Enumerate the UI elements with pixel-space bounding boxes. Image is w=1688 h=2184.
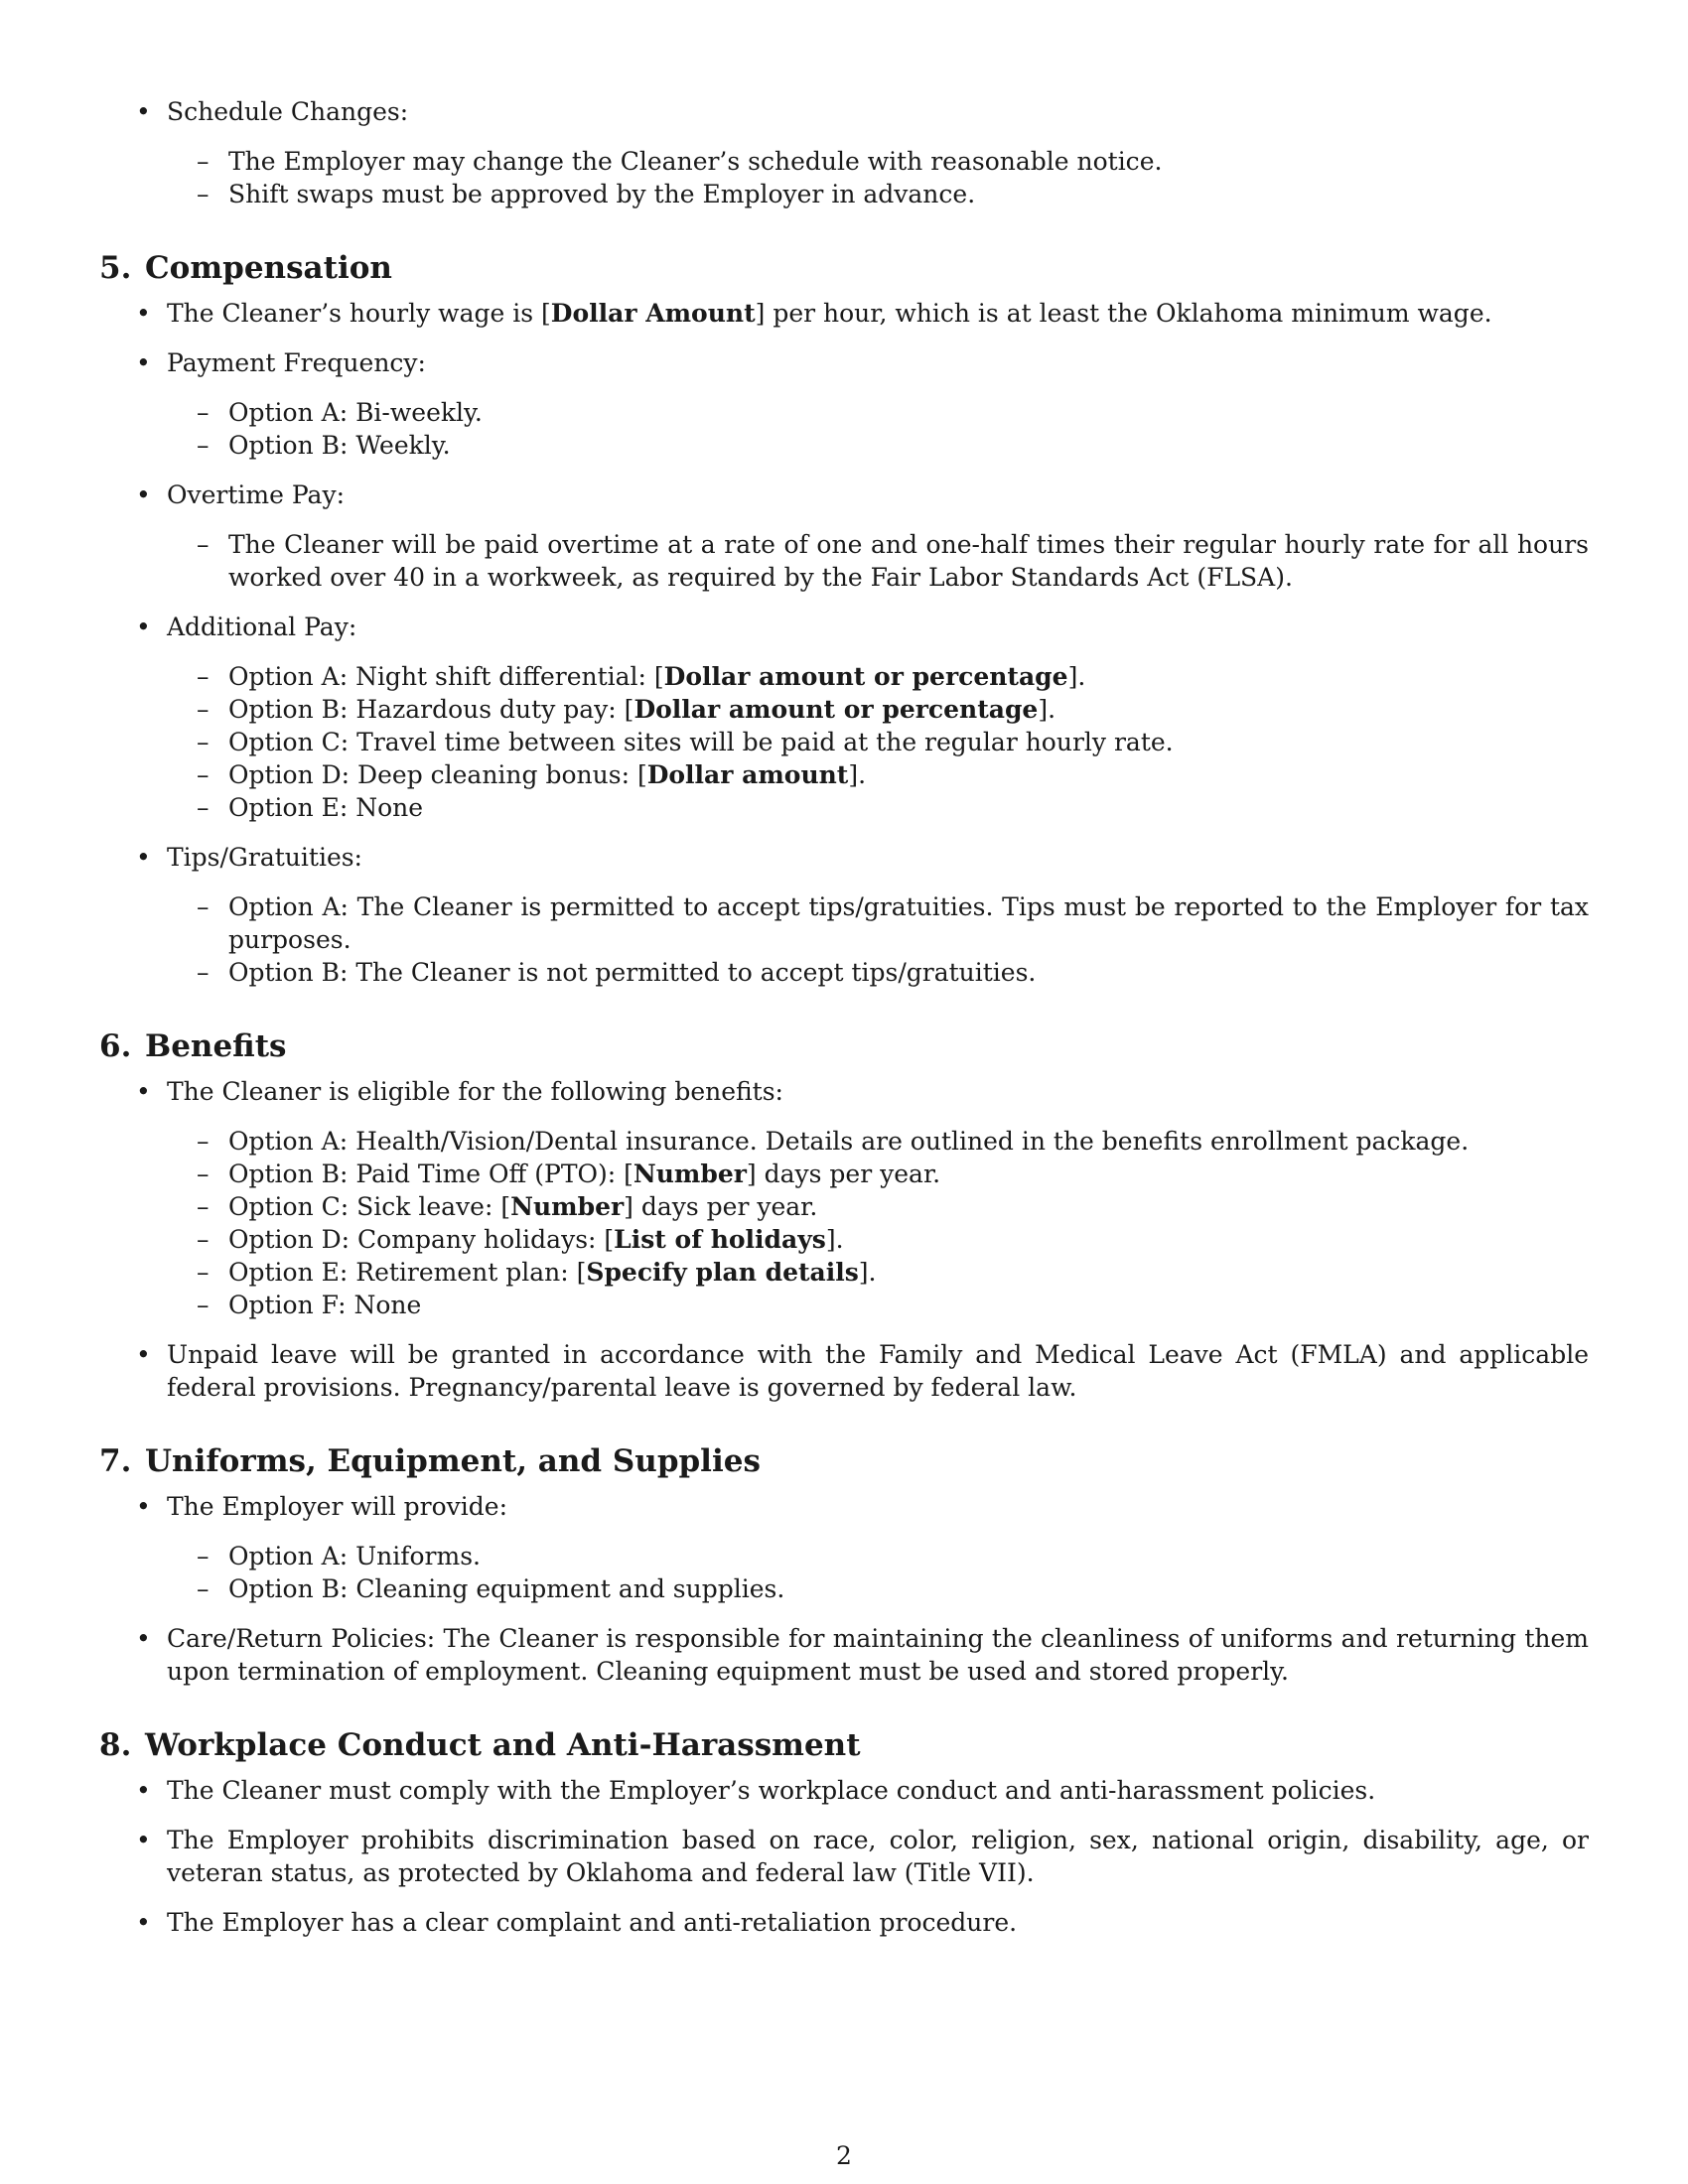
tips-option-a: – Option A: The Cleaner is permitted to accept tips/gratuities. Tips must be reported to the Employer for tax purposes.	[99, 890, 1589, 956]
benefit-b-text-end: ] days per year.	[746, 1160, 941, 1188]
provide-option-a: – Option A: Uniforms.	[99, 1540, 1589, 1572]
page-content	[99, 95, 1589, 1939]
option-a-placeholder: Dollar amount or percentage	[663, 662, 1068, 691]
provide-option-b: – Option B: Cleaning equipment and supplies.	[99, 1572, 1589, 1605]
benefit-b-text: Option B: Paid Time Off (PTO): [	[228, 1160, 633, 1188]
option-a-text: Option A: Night shift differential: [	[228, 662, 664, 691]
hourly-wage-text: The Cleaner’s hourly wage is [	[167, 299, 551, 328]
hourly-wage-item	[99, 297, 1589, 330]
overtime-sublist	[99, 528, 1589, 594]
section-8-number: 8.	[99, 1727, 132, 1763]
tips-label: • Tips/Gratuities:	[99, 841, 1589, 874]
additional-pay-option-d	[99, 758, 1589, 791]
section-5-title: Compensation	[145, 250, 392, 286]
benefit-option-a: – Option A: Health/Vision/Dental insurance. Details are outlined in the benefits enrollment package.	[99, 1125, 1589, 1158]
benefit-e-text: Option E: Retirement plan: [	[228, 1258, 587, 1287]
schedule-changes-label: • Schedule Changes:	[167, 97, 409, 126]
overtime-pay-label: • Overtime Pay:	[99, 478, 1589, 511]
benefit-option-d	[99, 1223, 1589, 1256]
benefit-d-placeholder: List of holidays	[614, 1225, 826, 1254]
benefit-c-text-end: ] days per year.	[624, 1192, 818, 1221]
additional-pay-label: • Additional Pay:	[99, 611, 1589, 643]
additional-pay-option-c: – Option C: Travel time between sites will be paid at the regular hourly rate.	[99, 726, 1589, 758]
page-number: 2	[836, 2141, 852, 2170]
hourly-wage-text-end: ] per hour, which is at least the Oklahoma minimum wage.	[755, 299, 1492, 328]
conduct-compliance-item: • The Cleaner must comply with the Employer’s workplace conduct and anti-harassment policies.	[99, 1774, 1589, 1807]
benefit-d-text: Option D: Company holidays: [	[228, 1225, 615, 1254]
benefit-option-f: – Option F: None	[99, 1289, 1589, 1321]
section-8-title: Workplace Conduct and Anti-Harassment	[145, 1727, 861, 1763]
option-a-text-end: ].	[1067, 662, 1086, 691]
schedule-shift-swaps: – Shift swaps must be approved by the Employer in advance.	[99, 178, 1589, 210]
section-5-number: 5.	[99, 250, 132, 286]
section-6-heading	[99, 1026, 1589, 1066]
benefit-option-b	[99, 1158, 1589, 1190]
section-6-number: 6.	[99, 1028, 132, 1064]
hourly-wage-placeholder: Dollar Amount	[550, 299, 756, 328]
payment-option-a: – Option A: Bi-weekly.	[99, 396, 1589, 429]
additional-pay-option-a	[99, 660, 1589, 693]
overtime-text: – The Cleaner will be paid overtime at a rate of one and one-half times their regular hourly rate for all hours worked over 40 in a workweek, as required by the Fair Labor Standards Act (FLSA).	[99, 528, 1589, 594]
section-7-title: Uniforms, Equipment, and Supplies	[145, 1443, 761, 1479]
tips-sublist	[99, 890, 1589, 989]
benefit-option-e	[99, 1256, 1589, 1289]
benefit-c-text: Option C: Sick leave: [	[228, 1192, 511, 1221]
benefit-d-text-end: ].	[825, 1225, 844, 1254]
option-d-text-end: ].	[848, 760, 867, 789]
section-8-heading	[99, 1725, 1589, 1765]
benefit-b-placeholder: Number	[633, 1160, 747, 1188]
additional-pay-option-e: – Option E: None	[99, 791, 1589, 824]
section-7-number: 7.	[99, 1443, 132, 1479]
tips-option-b: – Option B: The Cleaner is not permitted to accept tips/gratuities.	[99, 956, 1589, 989]
schedule-changes-item	[99, 95, 1589, 128]
complaint-procedure-item: • The Employer has a clear complaint and anti-retaliation procedure.	[99, 1906, 1589, 1939]
payment-option-b: – Option B: Weekly.	[99, 429, 1589, 462]
additional-pay-sublist	[99, 660, 1589, 824]
section-7-heading	[99, 1441, 1589, 1481]
schedule-changes-sublist	[99, 145, 1589, 210]
anti-discrimination-item: • The Employer prohibits discrimination based on race, color, religion, sex, national origin, disability, age, or veteran status, as protected by Oklahoma and federal law (Title VII).	[99, 1824, 1589, 1889]
option-b-placeholder: Dollar amount or percentage	[633, 695, 1039, 724]
benefit-e-text-end: ].	[858, 1258, 877, 1287]
payment-frequency-label: • Payment Frequency:	[99, 346, 1589, 379]
unpaid-leave-item: • Unpaid leave will be granted in accordance with the Family and Medical Leave Act (FMLA) and applicable federal provisions. Pregnancy/parental leave is governed by federal law.	[99, 1338, 1589, 1404]
payment-frequency-sublist	[99, 396, 1589, 462]
schedule-change-notice: – The Employer may change the Cleaner’s schedule with reasonable notice.	[99, 145, 1589, 178]
care-return-policies: • Care/Return Policies: The Cleaner is responsible for maintaining the cleanliness of uniforms and returning them upon termination of employment. Cleaning equipment must be used and stored properly.	[99, 1622, 1589, 1688]
section-6-title: Benefits	[145, 1028, 287, 1064]
benefit-option-c	[99, 1190, 1589, 1223]
section-5-heading	[99, 248, 1589, 288]
employer-provide-label: • The Employer will provide:	[99, 1490, 1589, 1523]
benefits-eligible-label: • The Cleaner is eligible for the following benefits:	[99, 1075, 1589, 1108]
option-d-placeholder: Dollar amount	[646, 760, 849, 789]
option-b-text: Option B: Hazardous duty pay: [	[228, 695, 634, 724]
provide-sublist	[99, 1540, 1589, 1605]
additional-pay-option-b	[99, 693, 1589, 726]
benefit-e-placeholder: Specify plan details	[586, 1258, 859, 1287]
benefit-c-placeholder: Number	[510, 1192, 625, 1221]
option-d-text: Option D: Deep cleaning bonus: [	[228, 760, 647, 789]
option-b-text-end: ].	[1038, 695, 1056, 724]
benefits-sublist	[99, 1125, 1589, 1321]
